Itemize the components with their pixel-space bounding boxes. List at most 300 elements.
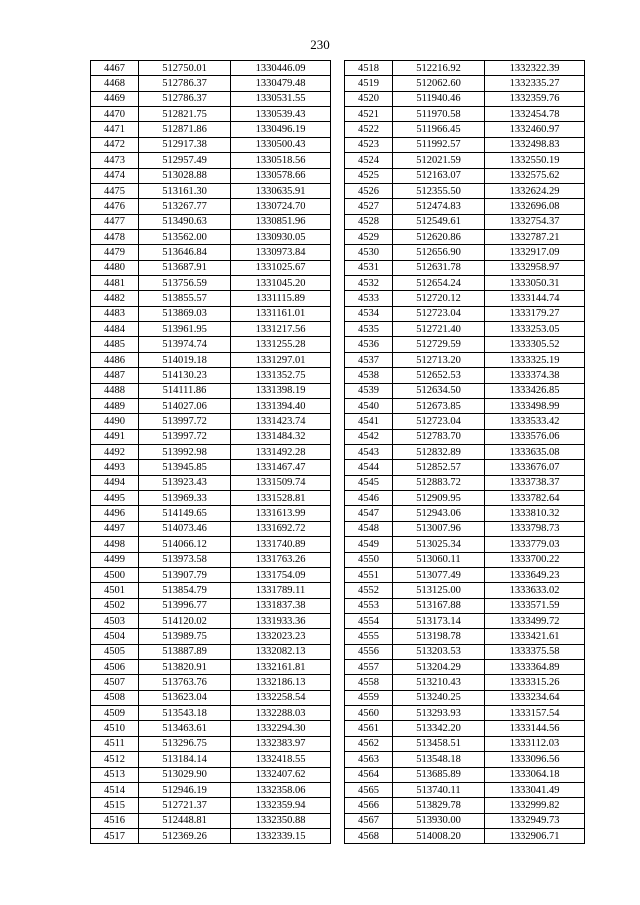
table-row [345, 91, 585, 106]
x-coordinate-cell: 512917.38 [139, 137, 231, 152]
x-coordinate-cell: 513543.18 [139, 706, 231, 721]
y-coordinate-cell: 1332418.55 [231, 752, 331, 767]
table-row [91, 229, 331, 244]
x-coordinate-cell: 512786.37 [139, 91, 231, 106]
table-row [91, 506, 331, 521]
x-coordinate-cell: 514066.12 [139, 537, 231, 552]
table-row [91, 552, 331, 567]
y-coordinate-cell: 1333649.23 [485, 567, 585, 582]
point-number-cell: 4469 [91, 91, 139, 106]
point-number-cell: 4563 [345, 752, 393, 767]
y-coordinate-cell: 1330973.84 [231, 245, 331, 260]
point-number-cell: 4548 [345, 521, 393, 536]
point-number-cell: 4518 [345, 61, 393, 76]
y-coordinate-cell: 1330446.09 [231, 61, 331, 76]
x-coordinate-cell: 512654.24 [393, 276, 485, 291]
point-number-cell: 4525 [345, 168, 393, 183]
table-row [91, 306, 331, 321]
table-row [345, 429, 585, 444]
y-coordinate-cell: 1333635.08 [485, 444, 585, 459]
y-coordinate-cell: 1333533.42 [485, 414, 585, 429]
point-number-cell: 4519 [345, 76, 393, 91]
y-coordinate-cell: 1332906.71 [485, 828, 585, 843]
point-number-cell: 4539 [345, 383, 393, 398]
table-row [345, 460, 585, 475]
y-coordinate-cell: 1332787.21 [485, 229, 585, 244]
table-row [345, 245, 585, 260]
point-number-cell: 4524 [345, 153, 393, 168]
table-row [345, 782, 585, 797]
table-row [91, 537, 331, 552]
point-number-cell: 4560 [345, 706, 393, 721]
y-coordinate-cell: 1333421.61 [485, 629, 585, 644]
x-coordinate-cell: 512871.86 [139, 122, 231, 137]
table-row [91, 245, 331, 260]
table-row [91, 429, 331, 444]
point-number-cell: 4555 [345, 629, 393, 644]
y-coordinate-cell: 1333315.26 [485, 675, 585, 690]
y-coordinate-cell: 1330479.48 [231, 76, 331, 91]
point-number-cell: 4535 [345, 322, 393, 337]
y-coordinate-cell: 1330500.43 [231, 137, 331, 152]
table-row [345, 368, 585, 383]
coordinates-table-left [90, 60, 331, 844]
point-number-cell: 4473 [91, 153, 139, 168]
point-number-cell: 4528 [345, 214, 393, 229]
x-coordinate-cell: 512620.86 [393, 229, 485, 244]
table-row [91, 752, 331, 767]
table-row [345, 337, 585, 352]
y-coordinate-cell: 1332350.88 [231, 813, 331, 828]
table-row [91, 322, 331, 337]
x-coordinate-cell: 513173.14 [393, 613, 485, 628]
y-coordinate-cell: 1333064.18 [485, 767, 585, 782]
x-coordinate-cell: 512750.01 [139, 61, 231, 76]
point-number-cell: 4517 [91, 828, 139, 843]
y-coordinate-cell: 1331933.36 [231, 613, 331, 628]
table-row [345, 506, 585, 521]
y-coordinate-cell: 1333041.49 [485, 782, 585, 797]
x-coordinate-cell: 513923.43 [139, 475, 231, 490]
point-number-cell: 4509 [91, 706, 139, 721]
point-number-cell: 4506 [91, 660, 139, 675]
y-coordinate-cell: 1331161.01 [231, 306, 331, 321]
y-coordinate-cell: 1333738.37 [485, 475, 585, 490]
y-coordinate-cell: 1333112.03 [485, 736, 585, 751]
point-number-cell: 4556 [345, 644, 393, 659]
x-coordinate-cell: 512163.07 [393, 168, 485, 183]
x-coordinate-cell: 512021.59 [393, 153, 485, 168]
table-row [345, 76, 585, 91]
x-coordinate-cell: 513161.30 [139, 183, 231, 198]
point-number-cell: 4508 [91, 690, 139, 705]
table-row [345, 567, 585, 582]
y-coordinate-cell: 1331740.89 [231, 537, 331, 552]
y-coordinate-cell: 1330539.43 [231, 107, 331, 122]
table-row [91, 675, 331, 690]
y-coordinate-cell: 1332696.08 [485, 199, 585, 214]
x-coordinate-cell: 513974.74 [139, 337, 231, 352]
table-row [91, 721, 331, 736]
x-coordinate-cell: 514130.23 [139, 368, 231, 383]
table-row [91, 61, 331, 76]
y-coordinate-cell: 1331467.47 [231, 460, 331, 475]
x-coordinate-cell: 512943.06 [393, 506, 485, 521]
x-coordinate-cell: 512448.81 [139, 813, 231, 828]
x-coordinate-cell: 511966.45 [393, 122, 485, 137]
point-number-cell: 4523 [345, 137, 393, 152]
point-number-cell: 4542 [345, 429, 393, 444]
table-row [345, 306, 585, 321]
table-row [91, 690, 331, 705]
table-row [345, 583, 585, 598]
point-number-cell: 4471 [91, 122, 139, 137]
x-coordinate-cell: 513854.79 [139, 583, 231, 598]
point-number-cell: 4564 [345, 767, 393, 782]
x-coordinate-cell: 513293.93 [393, 706, 485, 721]
point-number-cell: 4568 [345, 828, 393, 843]
y-coordinate-cell: 1332917.09 [485, 245, 585, 260]
y-coordinate-cell: 1333499.72 [485, 613, 585, 628]
point-number-cell: 4513 [91, 767, 139, 782]
table-row [91, 199, 331, 214]
x-coordinate-cell: 513992.98 [139, 444, 231, 459]
x-coordinate-cell: 512723.04 [393, 414, 485, 429]
y-coordinate-cell: 1332624.29 [485, 183, 585, 198]
point-number-cell: 4527 [345, 199, 393, 214]
x-coordinate-cell: 512852.57 [393, 460, 485, 475]
y-coordinate-cell: 1332754.37 [485, 214, 585, 229]
table-row [91, 613, 331, 628]
table-row [91, 567, 331, 582]
table-row [345, 260, 585, 275]
y-coordinate-cell: 1330496.19 [231, 122, 331, 137]
x-coordinate-cell: 513490.63 [139, 214, 231, 229]
table-row [345, 828, 585, 843]
x-coordinate-cell: 513125.00 [393, 583, 485, 598]
point-number-cell: 4510 [91, 721, 139, 736]
point-number-cell: 4554 [345, 613, 393, 628]
point-number-cell: 4485 [91, 337, 139, 352]
x-coordinate-cell: 513973.58 [139, 552, 231, 567]
point-number-cell: 4538 [345, 368, 393, 383]
y-coordinate-cell: 1332082.13 [231, 644, 331, 659]
x-coordinate-cell: 512631.78 [393, 260, 485, 275]
y-coordinate-cell: 1332335.27 [485, 76, 585, 91]
x-coordinate-cell: 512369.26 [139, 828, 231, 843]
x-coordinate-cell: 513945.85 [139, 460, 231, 475]
x-coordinate-cell: 514073.46 [139, 521, 231, 536]
x-coordinate-cell: 513028.88 [139, 168, 231, 183]
point-number-cell: 4492 [91, 444, 139, 459]
point-number-cell: 4526 [345, 183, 393, 198]
coordinates-table-right [344, 60, 585, 844]
table-row [91, 521, 331, 536]
x-coordinate-cell: 514149.65 [139, 506, 231, 521]
y-coordinate-cell: 1333325.19 [485, 352, 585, 367]
y-coordinate-cell: 1331297.01 [231, 352, 331, 367]
table-row [345, 61, 585, 76]
y-coordinate-cell: 1333798.73 [485, 521, 585, 536]
x-coordinate-cell: 512957.49 [139, 153, 231, 168]
point-number-cell: 4552 [345, 583, 393, 598]
point-number-cell: 4543 [345, 444, 393, 459]
point-number-cell: 4480 [91, 260, 139, 275]
point-number-cell: 4478 [91, 229, 139, 244]
x-coordinate-cell: 513829.78 [393, 798, 485, 813]
table-body-right [345, 61, 585, 844]
table-row [91, 598, 331, 613]
y-coordinate-cell: 1333576.06 [485, 429, 585, 444]
x-coordinate-cell: 513029.90 [139, 767, 231, 782]
y-coordinate-cell: 1332294.30 [231, 721, 331, 736]
x-coordinate-cell: 512062.60 [393, 76, 485, 91]
table-row [91, 352, 331, 367]
y-coordinate-cell: 1333426.85 [485, 383, 585, 398]
point-number-cell: 4537 [345, 352, 393, 367]
y-coordinate-cell: 1332258.54 [231, 690, 331, 705]
x-coordinate-cell: 514120.02 [139, 613, 231, 628]
table-row [91, 491, 331, 506]
point-number-cell: 4550 [345, 552, 393, 567]
x-coordinate-cell: 513060.11 [393, 552, 485, 567]
point-number-cell: 4534 [345, 306, 393, 321]
x-coordinate-cell: 513740.11 [393, 782, 485, 797]
point-number-cell: 4532 [345, 276, 393, 291]
point-number-cell: 4477 [91, 214, 139, 229]
x-coordinate-cell: 513548.18 [393, 752, 485, 767]
table-row [345, 137, 585, 152]
point-number-cell: 4512 [91, 752, 139, 767]
table-row [91, 260, 331, 275]
x-coordinate-cell: 513907.79 [139, 567, 231, 582]
table-row [91, 460, 331, 475]
point-number-cell: 4484 [91, 322, 139, 337]
x-coordinate-cell: 513687.91 [139, 260, 231, 275]
table-row [345, 690, 585, 705]
y-coordinate-cell: 1333305.52 [485, 337, 585, 352]
x-coordinate-cell: 512832.89 [393, 444, 485, 459]
x-coordinate-cell: 513458.51 [393, 736, 485, 751]
x-coordinate-cell: 514027.06 [139, 398, 231, 413]
point-number-cell: 4516 [91, 813, 139, 828]
x-coordinate-cell: 511970.58 [393, 107, 485, 122]
x-coordinate-cell: 512673.85 [393, 398, 485, 413]
point-number-cell: 4504 [91, 629, 139, 644]
y-coordinate-cell: 1333374.38 [485, 368, 585, 383]
point-number-cell: 4557 [345, 660, 393, 675]
x-coordinate-cell: 513077.49 [393, 567, 485, 582]
point-number-cell: 4565 [345, 782, 393, 797]
table-row [345, 383, 585, 398]
table-row [91, 414, 331, 429]
table-row [345, 613, 585, 628]
table-row [345, 153, 585, 168]
table-row [91, 337, 331, 352]
table-row [345, 644, 585, 659]
y-coordinate-cell: 1332358.06 [231, 782, 331, 797]
y-coordinate-cell: 1333498.99 [485, 398, 585, 413]
x-coordinate-cell: 513763.76 [139, 675, 231, 690]
x-coordinate-cell: 513855.57 [139, 291, 231, 306]
table-row [91, 813, 331, 828]
x-coordinate-cell: 513930.00 [393, 813, 485, 828]
x-coordinate-cell: 513623.04 [139, 690, 231, 705]
point-number-cell: 4472 [91, 137, 139, 152]
y-coordinate-cell: 1332322.39 [485, 61, 585, 76]
x-coordinate-cell: 514008.20 [393, 828, 485, 843]
x-coordinate-cell: 513007.96 [393, 521, 485, 536]
table-row [345, 444, 585, 459]
x-coordinate-cell: 513562.00 [139, 229, 231, 244]
y-coordinate-cell: 1333375.58 [485, 644, 585, 659]
y-coordinate-cell: 1333157.54 [485, 706, 585, 721]
page-number: 230 [310, 37, 330, 52]
y-coordinate-cell: 1332288.03 [231, 706, 331, 721]
point-number-cell: 4488 [91, 383, 139, 398]
point-number-cell: 4495 [91, 491, 139, 506]
point-number-cell: 4489 [91, 398, 139, 413]
point-number-cell: 4521 [345, 107, 393, 122]
x-coordinate-cell: 511992.57 [393, 137, 485, 152]
table-row [345, 398, 585, 413]
point-number-cell: 4522 [345, 122, 393, 137]
y-coordinate-cell: 1332460.97 [485, 122, 585, 137]
table-row [91, 798, 331, 813]
table-row [345, 706, 585, 721]
point-number-cell: 4540 [345, 398, 393, 413]
table-row [91, 153, 331, 168]
table-row [345, 660, 585, 675]
table-row [91, 660, 331, 675]
y-coordinate-cell: 1332550.19 [485, 153, 585, 168]
table-row [91, 137, 331, 152]
y-coordinate-cell: 1332023.23 [231, 629, 331, 644]
x-coordinate-cell: 512549.61 [393, 214, 485, 229]
x-coordinate-cell: 512883.72 [393, 475, 485, 490]
table-row [91, 736, 331, 751]
x-coordinate-cell: 512721.37 [139, 798, 231, 813]
point-number-cell: 4487 [91, 368, 139, 383]
y-coordinate-cell: 1330724.70 [231, 199, 331, 214]
table-body-left [91, 61, 331, 844]
table-row [345, 107, 585, 122]
table-row [345, 798, 585, 813]
y-coordinate-cell: 1331528.81 [231, 491, 331, 506]
point-number-cell: 4558 [345, 675, 393, 690]
point-number-cell: 4500 [91, 567, 139, 582]
point-number-cell: 4483 [91, 306, 139, 321]
point-number-cell: 4468 [91, 76, 139, 91]
table-row [91, 475, 331, 490]
y-coordinate-cell: 1332454.78 [485, 107, 585, 122]
point-number-cell: 4505 [91, 644, 139, 659]
point-number-cell: 4482 [91, 291, 139, 306]
point-number-cell: 4541 [345, 414, 393, 429]
y-coordinate-cell: 1331394.40 [231, 398, 331, 413]
y-coordinate-cell: 1333779.03 [485, 537, 585, 552]
x-coordinate-cell: 513267.77 [139, 199, 231, 214]
y-coordinate-cell: 1332407.62 [231, 767, 331, 782]
x-coordinate-cell: 513210.43 [393, 675, 485, 690]
y-coordinate-cell: 1333700.22 [485, 552, 585, 567]
y-coordinate-cell: 1331484.32 [231, 429, 331, 444]
y-coordinate-cell: 1331692.72 [231, 521, 331, 536]
table-row [345, 736, 585, 751]
x-coordinate-cell: 512821.75 [139, 107, 231, 122]
table-row [91, 76, 331, 91]
point-number-cell: 4533 [345, 291, 393, 306]
x-coordinate-cell: 512783.70 [393, 429, 485, 444]
x-coordinate-cell: 512786.37 [139, 76, 231, 91]
table-row [91, 644, 331, 659]
y-coordinate-cell: 1332383.97 [231, 736, 331, 751]
point-number-cell: 4490 [91, 414, 139, 429]
y-coordinate-cell: 1330518.56 [231, 153, 331, 168]
x-coordinate-cell: 512720.12 [393, 291, 485, 306]
y-coordinate-cell: 1332161.81 [231, 660, 331, 675]
table-row [91, 706, 331, 721]
point-number-cell: 4470 [91, 107, 139, 122]
point-number-cell: 4531 [345, 260, 393, 275]
table-row [345, 122, 585, 137]
table-row [91, 183, 331, 198]
x-coordinate-cell: 513820.91 [139, 660, 231, 675]
x-coordinate-cell: 512729.59 [393, 337, 485, 352]
point-number-cell: 4497 [91, 521, 139, 536]
x-coordinate-cell: 513167.88 [393, 598, 485, 613]
point-number-cell: 4507 [91, 675, 139, 690]
point-number-cell: 4561 [345, 721, 393, 736]
x-coordinate-cell: 512656.90 [393, 245, 485, 260]
x-coordinate-cell: 513887.89 [139, 644, 231, 659]
table-row [345, 229, 585, 244]
y-coordinate-cell: 1331509.74 [231, 475, 331, 490]
table-row [91, 629, 331, 644]
y-coordinate-cell: 1330578.66 [231, 168, 331, 183]
x-coordinate-cell: 512216.92 [393, 61, 485, 76]
y-coordinate-cell: 1331115.89 [231, 291, 331, 306]
x-coordinate-cell: 513203.53 [393, 644, 485, 659]
y-coordinate-cell: 1333050.31 [485, 276, 585, 291]
point-number-cell: 4467 [91, 61, 139, 76]
table-row [345, 491, 585, 506]
table-row [345, 168, 585, 183]
point-number-cell: 4476 [91, 199, 139, 214]
point-number-cell: 4486 [91, 352, 139, 367]
table-row [345, 721, 585, 736]
x-coordinate-cell: 513756.59 [139, 276, 231, 291]
y-coordinate-cell: 1332999.82 [485, 798, 585, 813]
table-row [91, 444, 331, 459]
point-number-cell: 4502 [91, 598, 139, 613]
y-coordinate-cell: 1333144.56 [485, 721, 585, 736]
y-coordinate-cell: 1333571.59 [485, 598, 585, 613]
x-coordinate-cell: 511940.46 [393, 91, 485, 106]
table-row [91, 368, 331, 383]
point-number-cell: 4559 [345, 690, 393, 705]
table-row [345, 475, 585, 490]
y-coordinate-cell: 1333633.02 [485, 583, 585, 598]
table-row [91, 122, 331, 137]
y-coordinate-cell: 1331045.20 [231, 276, 331, 291]
point-number-cell: 4547 [345, 506, 393, 521]
x-coordinate-cell: 513685.89 [393, 767, 485, 782]
x-coordinate-cell: 513989.75 [139, 629, 231, 644]
x-coordinate-cell: 513240.25 [393, 690, 485, 705]
table-row [345, 322, 585, 337]
point-number-cell: 4529 [345, 229, 393, 244]
